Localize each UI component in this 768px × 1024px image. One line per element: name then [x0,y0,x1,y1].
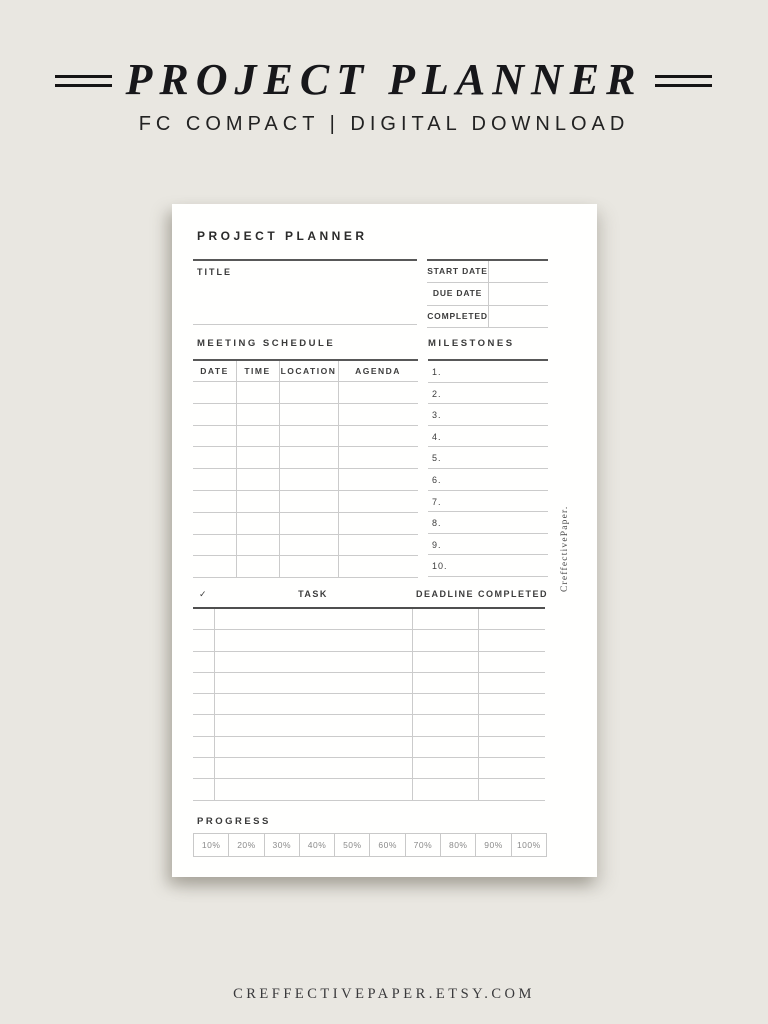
task-row [193,758,545,779]
task-col-task: TASK [298,589,328,599]
task-vline-3 [478,609,479,801]
task-row [193,673,545,694]
sheet-heading: PROJECT PLANNER [197,229,368,243]
meeting-rows [193,382,418,578]
meeting-col-date: DATE [200,366,229,376]
right-double-rule [655,75,712,87]
progress-heading: PROGRESS [197,816,271,827]
progress-step-cell: 50% [335,834,370,856]
meeting-row [193,513,418,535]
milestone-row [428,555,548,577]
milestone-row [428,512,548,534]
meeting-row [193,556,418,578]
milestone-number: 4. [432,431,442,442]
task-table [193,609,545,801]
milestone-row [428,361,548,383]
progress-step-cell: 20% [229,834,264,856]
title-section-top-rule [193,259,417,261]
task-col-deadline: DEADLINE [415,589,474,599]
progress-step-cell: 10% [194,834,229,856]
milestone-number: 6. [432,474,442,485]
banner-subtitle: FC COMPACT | DIGITAL DOWNLOAD [138,113,630,135]
milestones-heading: MILESTONES [428,338,515,349]
milestone-number: 3. [432,410,442,421]
milestone-number: 9. [432,539,442,550]
milestones-list [428,359,548,577]
progress-step-cell: 70% [406,834,441,856]
meeting-vline-3 [338,361,339,578]
milestone-number: 7. [432,496,442,507]
brand-watermark: CreffectivePaper. [560,505,570,592]
meeting-row [193,469,418,491]
task-row [193,609,545,630]
meeting-col-agenda: AGENDA [355,366,401,376]
milestone-row [428,469,548,491]
meeting-row [193,404,418,426]
task-rows [193,609,545,801]
title-label: TITLE [197,267,232,277]
progress-scale [193,833,547,857]
task-row [193,652,545,673]
milestone-number: 5. [432,453,442,464]
meeting-header-row [193,361,418,382]
banner-title: PROJECT PLANNER [125,55,643,104]
milestone-number: 8. [432,518,442,529]
task-row [193,630,545,651]
task-row [193,715,545,736]
status-value-cell [489,261,548,282]
checkmark-icon: ✓ [198,589,209,599]
meeting-row [193,382,418,404]
task-row [193,694,545,715]
meeting-schedule-table [193,359,418,578]
milestone-row [428,447,548,469]
status-label: START DATE [427,261,489,282]
milestone-row [428,491,548,513]
status-value-cell [489,306,548,327]
milestone-row [428,383,548,405]
meeting-col-time: TIME [244,366,271,376]
status-fields [427,259,548,328]
meeting-schedule-heading: MEETING SCHEDULE [197,338,336,349]
milestone-number: 2. [432,388,442,399]
milestone-number: 10. [432,561,448,572]
progress-step-cell: 40% [300,834,335,856]
task-vline-2 [412,609,413,801]
status-value-cell [489,283,548,304]
milestone-number: 1. [432,367,442,377]
progress-step-cell: 60% [370,834,405,856]
progress-step-cell: 90% [476,834,511,856]
task-row [193,779,545,800]
progress-step-cell: 100% [516,840,541,850]
task-header-row [193,585,549,607]
milestone-row [428,404,548,426]
meeting-row [193,535,418,557]
status-row [427,306,548,328]
status-label: COMPLETED [427,306,489,327]
progress-step-cell: 30% [265,834,300,856]
status-row [427,261,548,283]
title-section-bottom-rule [193,324,417,325]
milestone-row [428,426,548,448]
status-row [427,283,548,305]
meeting-row [193,426,418,448]
meeting-row [193,447,418,469]
task-row [193,737,545,758]
task-col-completed: COMPLETED [478,589,549,599]
shop-url: CREFFECTIVEPAPER.ETSY.COM [233,986,535,1002]
meeting-vline-2 [279,361,280,578]
progress-step-cell: 80% [441,834,476,856]
meeting-row [193,491,418,513]
meeting-col-location: LOCATION [280,366,337,376]
status-label: DUE DATE [427,283,489,304]
meeting-vline-1 [236,361,237,578]
milestone-row [428,534,548,556]
planner-sheet [172,204,597,877]
task-vline-1 [214,609,215,801]
